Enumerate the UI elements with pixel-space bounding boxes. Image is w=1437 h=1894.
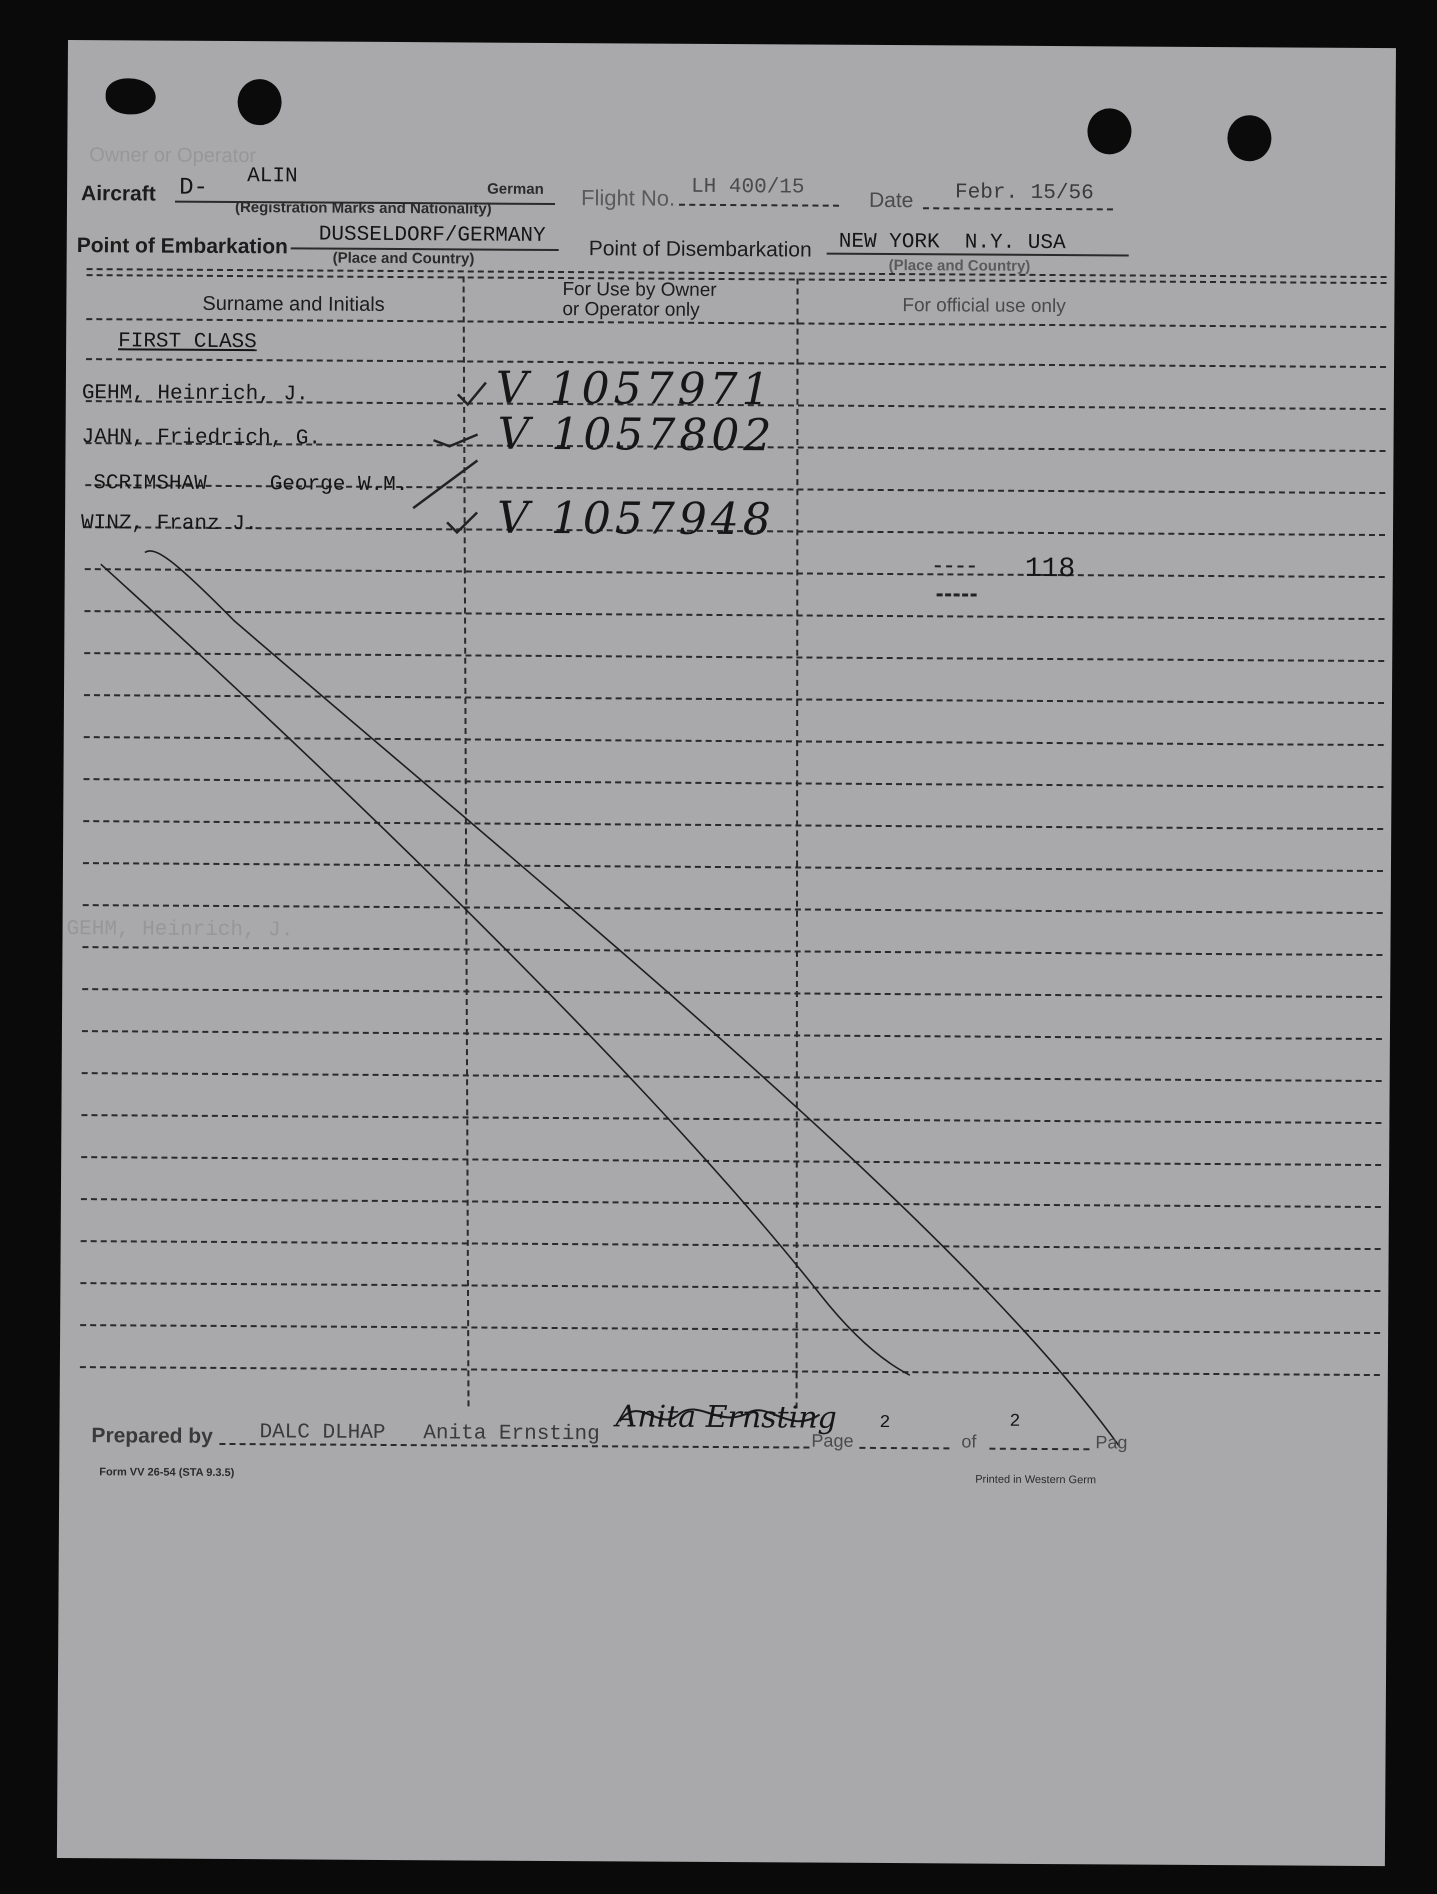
manifest-sheet xyxy=(57,40,1396,1866)
page-number: 2 xyxy=(879,1412,891,1434)
passenger-name: SCRIMSHAW George W.M. xyxy=(93,472,409,498)
disembarkation-label: Point of Disembarkation xyxy=(588,237,812,262)
embarkation-value: DUSSELDORF/GERMANY xyxy=(318,223,546,248)
passenger-name: JAHN, Friedrich, G. xyxy=(81,426,322,451)
aircraft-caption: (Registration Marks and Nationality) xyxy=(234,199,492,218)
prepared-by-typed: DALC DLHAP Anita Ernsting xyxy=(259,1421,600,1447)
check-mark xyxy=(458,382,486,404)
owner-column-header-line2: or Operator only xyxy=(562,299,700,321)
embarkation-caption: (Place and Country) xyxy=(332,249,475,268)
pen-strokes xyxy=(57,40,1396,1866)
preparer-signature: Anita Ernsting xyxy=(615,1399,837,1436)
disembarkation-caption: (Place and Country) xyxy=(888,257,1031,275)
surname-column-header: Surname and Initials xyxy=(202,292,385,316)
passenger-name: WINZ, Franz J. xyxy=(80,512,258,537)
pages-label: Pag xyxy=(1095,1432,1128,1453)
official-column-header: For official use only xyxy=(902,295,1066,318)
passenger-visa: V 1057948 xyxy=(496,492,775,546)
of-label: of xyxy=(961,1431,977,1452)
page-label: Page xyxy=(811,1430,854,1451)
passenger-visa: V 1057971 xyxy=(495,362,774,416)
strike-mark xyxy=(413,460,477,508)
date-value: Febr. 15/56 xyxy=(955,181,1094,206)
passenger-name: GEHM, Heinrich, J. xyxy=(81,382,309,407)
aircraft-registration-prefix: D- xyxy=(179,174,208,202)
owner-column-header-line1: For Use by Owner xyxy=(562,279,717,301)
printed-note: Printed in Western Germ xyxy=(975,1473,1097,1487)
passenger-visa: V 1057802 xyxy=(497,408,776,462)
prepared-by-label: Prepared by xyxy=(91,1424,213,1448)
aircraft-registration: ALIN xyxy=(247,165,298,189)
bleed-through-name: GEHM, Heinrich, J. xyxy=(66,918,294,943)
section-heading: FIRST CLASS xyxy=(118,330,257,355)
cancel-line xyxy=(139,551,1124,1447)
owner-operator-label: Owner or Operator xyxy=(89,144,257,168)
check-mark xyxy=(434,434,478,446)
cancel-line xyxy=(96,564,915,1375)
disembarkation-value: NEW YORK N.Y. USA xyxy=(838,230,1066,256)
form-id: Form VV 26-54 (STA 9.3.5) xyxy=(99,1466,235,1480)
aircraft-nationality: German xyxy=(487,180,544,198)
date-label: Date xyxy=(868,188,914,213)
flight-label: Flight No. xyxy=(580,185,676,211)
total-pages: 2 xyxy=(1009,1411,1021,1432)
official-number: 118 xyxy=(1024,553,1076,586)
aircraft-label: Aircraft xyxy=(80,182,156,206)
flight-number: LH 400/15 xyxy=(691,175,805,200)
embarkation-label: Point of Embarkation xyxy=(76,234,288,259)
check-mark xyxy=(447,512,477,532)
